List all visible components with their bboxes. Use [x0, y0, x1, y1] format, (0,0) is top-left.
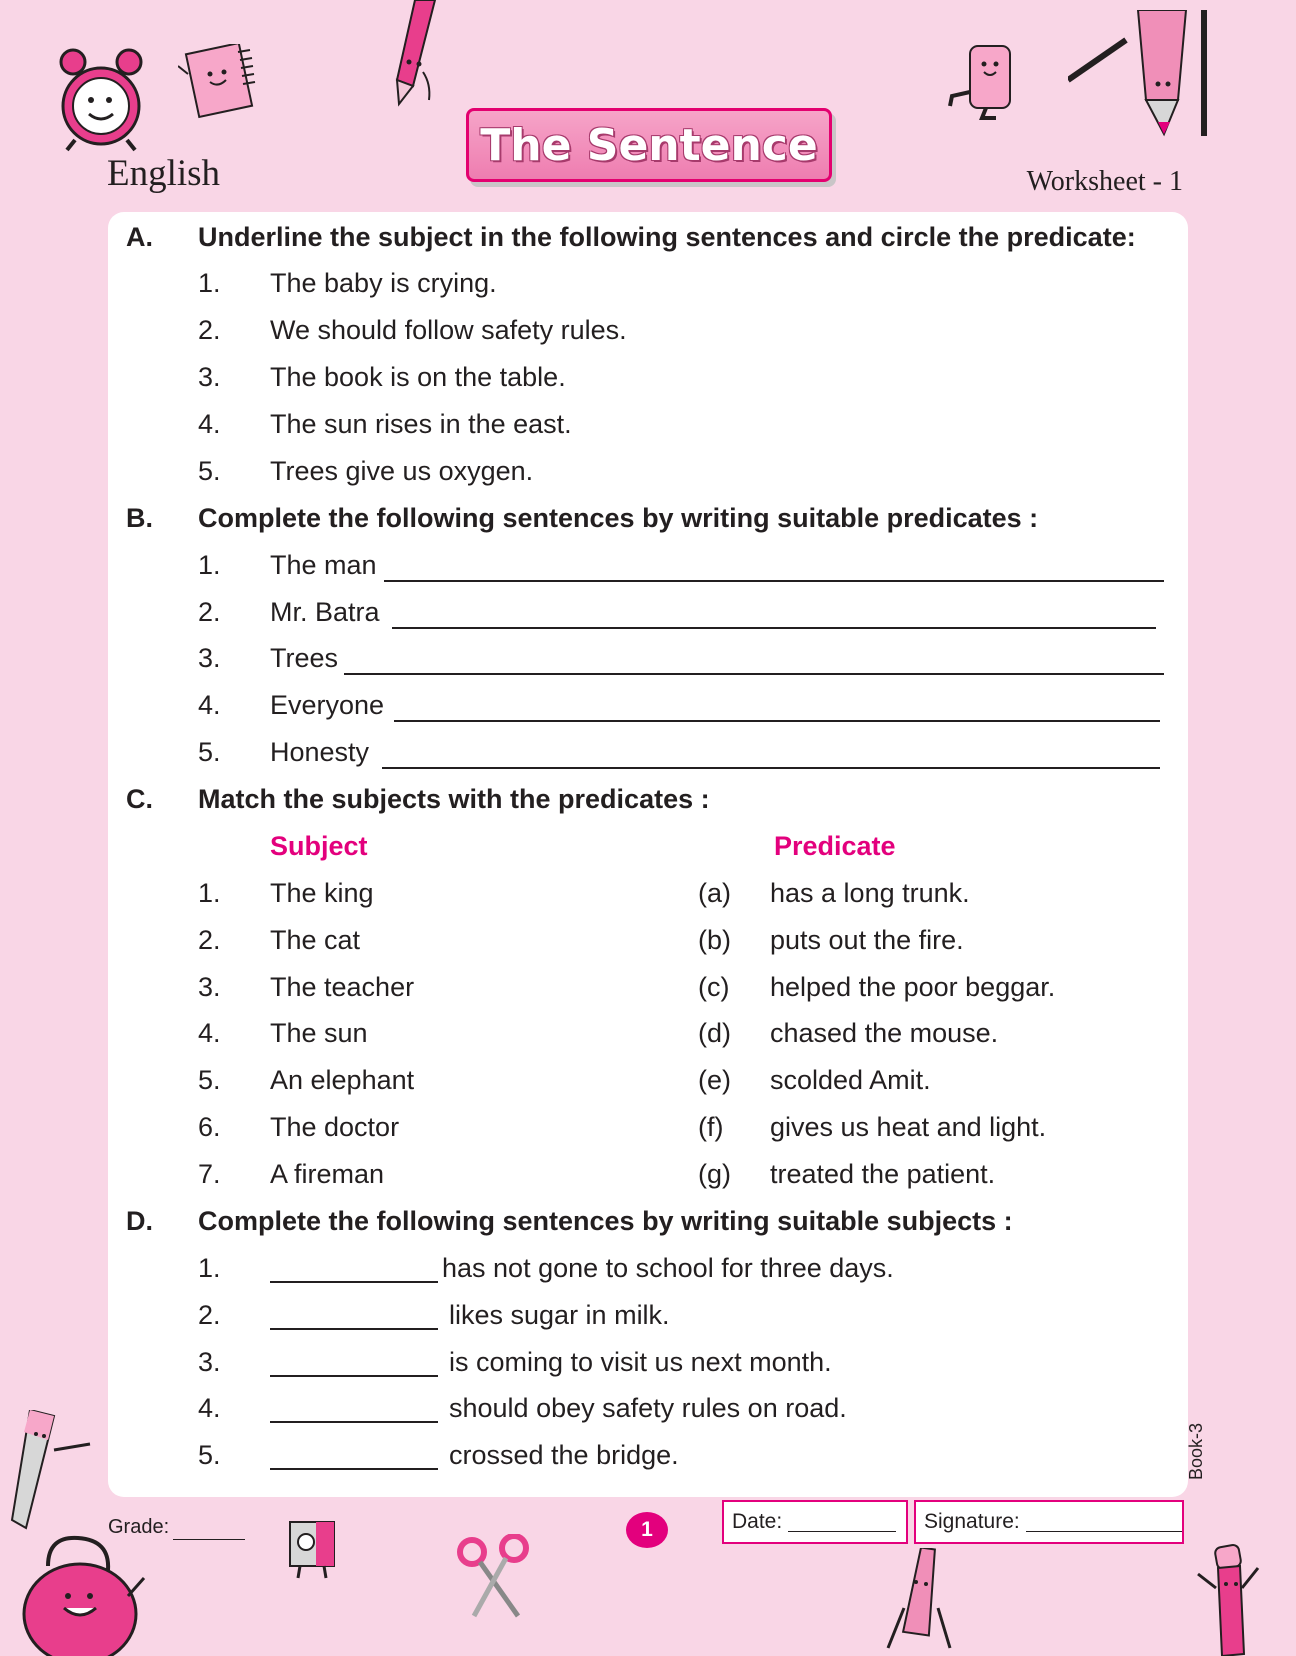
book-label: Book-3: [1186, 1422, 1206, 1480]
answer-blank[interactable]: [344, 645, 1164, 675]
date-field[interactable]: [722, 1500, 908, 1544]
match-num: 6.: [198, 1112, 221, 1142]
section-b-num: 2.: [198, 597, 221, 627]
section-b-sentence-start: Honesty: [270, 737, 370, 767]
section-d-num: 2.: [198, 1300, 221, 1330]
page-number-badge: 1: [626, 1512, 668, 1548]
section-a-num: 1.: [198, 268, 221, 298]
section-a-sentence: The book is on the table.: [270, 362, 566, 392]
pencil-icon: [1192, 1538, 1264, 1656]
section-b-letter: B.: [126, 503, 153, 533]
section-d-sentence-end: is coming to visit us next month.: [449, 1347, 832, 1377]
pencil-icon: [1068, 10, 1218, 138]
section-d-letter: D.: [126, 1206, 153, 1236]
alarm-clock-icon: [55, 44, 147, 152]
section-c-letter: C.: [126, 784, 153, 814]
match-letter: (b): [698, 925, 731, 955]
answer-blank[interactable]: [270, 1442, 438, 1470]
answer-blank[interactable]: [270, 1302, 438, 1330]
section-b-num: 5.: [198, 737, 221, 767]
match-predicate: has a long trunk.: [770, 878, 970, 908]
section-d-num: 1.: [198, 1253, 221, 1283]
match-letter: (c): [698, 972, 730, 1002]
section-b-sentence-start: The man: [270, 550, 377, 580]
title-banner: [466, 108, 832, 182]
match-subject: The cat: [270, 925, 361, 955]
section-d-num: 4.: [198, 1393, 221, 1423]
eraser-icon: [946, 42, 1030, 120]
worksheet-label: Worksheet - 1: [1026, 166, 1183, 197]
section-b-sentence-start: Mr. Batra: [270, 597, 380, 627]
match-predicate: chased the mouse.: [770, 1018, 999, 1048]
predicate-column-heading: Predicate: [774, 831, 896, 861]
section-d-sentence-end: has not gone to school for three days.: [442, 1253, 894, 1283]
section-a-sentence: The baby is crying.: [270, 268, 497, 298]
section-d-sentence-end: likes sugar in milk.: [449, 1300, 670, 1330]
section-b-instruction: Complete the following sentences by writing suitable predicates :: [198, 503, 1039, 533]
section-b-num: 1.: [198, 550, 221, 580]
bag-icon: [18, 1526, 148, 1656]
sharpener-icon: [284, 1518, 346, 1582]
subject-title: English: [107, 153, 221, 194]
answer-blank[interactable]: [270, 1255, 438, 1283]
section-a-sentence: Trees give us oxygen.: [270, 456, 534, 486]
grade-blank[interactable]: [173, 1516, 245, 1540]
answer-blank[interactable]: [384, 552, 1164, 582]
match-predicate: helped the poor beggar.: [770, 972, 1056, 1002]
match-subject: The king: [270, 878, 374, 908]
section-d-sentence-end: crossed the bridge.: [449, 1440, 679, 1470]
date-label: Date:: [732, 1510, 783, 1533]
match-num: 4.: [198, 1018, 221, 1048]
section-d-instruction: Complete the following sentences by writing suitable subjects :: [198, 1206, 1013, 1236]
match-predicate: treated the patient.: [770, 1159, 996, 1189]
section-b-num: 4.: [198, 690, 221, 720]
section-a-sentence: We should follow safety rules.: [270, 315, 627, 345]
section-a-num: 2.: [198, 315, 221, 345]
signature-label: Signature:: [924, 1510, 1020, 1533]
grade-field[interactable]: [108, 1516, 245, 1540]
match-subject: A fireman: [270, 1159, 385, 1189]
signature-field[interactable]: [914, 1500, 1184, 1544]
section-b-sentence-start: Everyone: [270, 690, 385, 720]
match-num: 2.: [198, 925, 221, 955]
subject-column-heading: Subject: [270, 831, 368, 861]
match-num: 5.: [198, 1065, 221, 1095]
date-blank[interactable]: [788, 1513, 896, 1532]
section-a-num: 5.: [198, 456, 221, 486]
section-a-num: 4.: [198, 409, 221, 439]
match-num: 1.: [198, 878, 221, 908]
pencil-icon: [884, 1548, 954, 1656]
signature-blank[interactable]: [1026, 1513, 1182, 1532]
section-d-num: 3.: [198, 1347, 221, 1377]
match-predicate: gives us heat and light.: [770, 1112, 1047, 1142]
match-letter: (e): [698, 1065, 731, 1095]
answer-blank[interactable]: [270, 1349, 438, 1377]
match-predicate: puts out the fire.: [770, 925, 964, 955]
match-num: 7.: [198, 1159, 221, 1189]
match-predicate: scolded Amit.: [770, 1065, 931, 1095]
answer-blank[interactable]: [394, 692, 1160, 722]
match-subject: The doctor: [270, 1112, 400, 1142]
scissors-icon: [454, 1534, 532, 1620]
match-subject: The sun: [270, 1018, 368, 1048]
match-num: 3.: [198, 972, 221, 1002]
section-c-instruction: Match the subjects with the predicates :: [198, 784, 710, 814]
section-b-sentence-start: Trees: [270, 643, 339, 673]
answer-blank[interactable]: [392, 599, 1156, 629]
ruler-icon: [10, 1410, 96, 1530]
section-a-num: 3.: [198, 362, 221, 392]
section-d-sentence-end: should obey safety rules on road.: [449, 1393, 847, 1423]
answer-blank[interactable]: [382, 739, 1160, 769]
pencil-icon: [385, 0, 445, 108]
notepad-icon: [178, 44, 260, 122]
section-b-num: 3.: [198, 643, 221, 673]
answer-blank[interactable]: [270, 1395, 438, 1423]
section-a-sentence: The sun rises in the east.: [270, 409, 572, 439]
match-letter: (d): [698, 1018, 731, 1048]
match-subject: An elephant: [270, 1065, 415, 1095]
section-d-num: 5.: [198, 1440, 221, 1470]
match-letter: (g): [698, 1159, 731, 1189]
match-letter: (a): [698, 878, 731, 908]
match-letter: (f): [698, 1112, 724, 1142]
section-a-letter: A.: [126, 222, 153, 252]
section-a-instruction: Underline the subject in the following sentences and circle the predicate:: [198, 222, 1136, 252]
grade-label: Grade:: [108, 1516, 170, 1538]
match-subject: The teacher: [270, 972, 415, 1002]
page-title: The Sentence: [480, 119, 818, 171]
